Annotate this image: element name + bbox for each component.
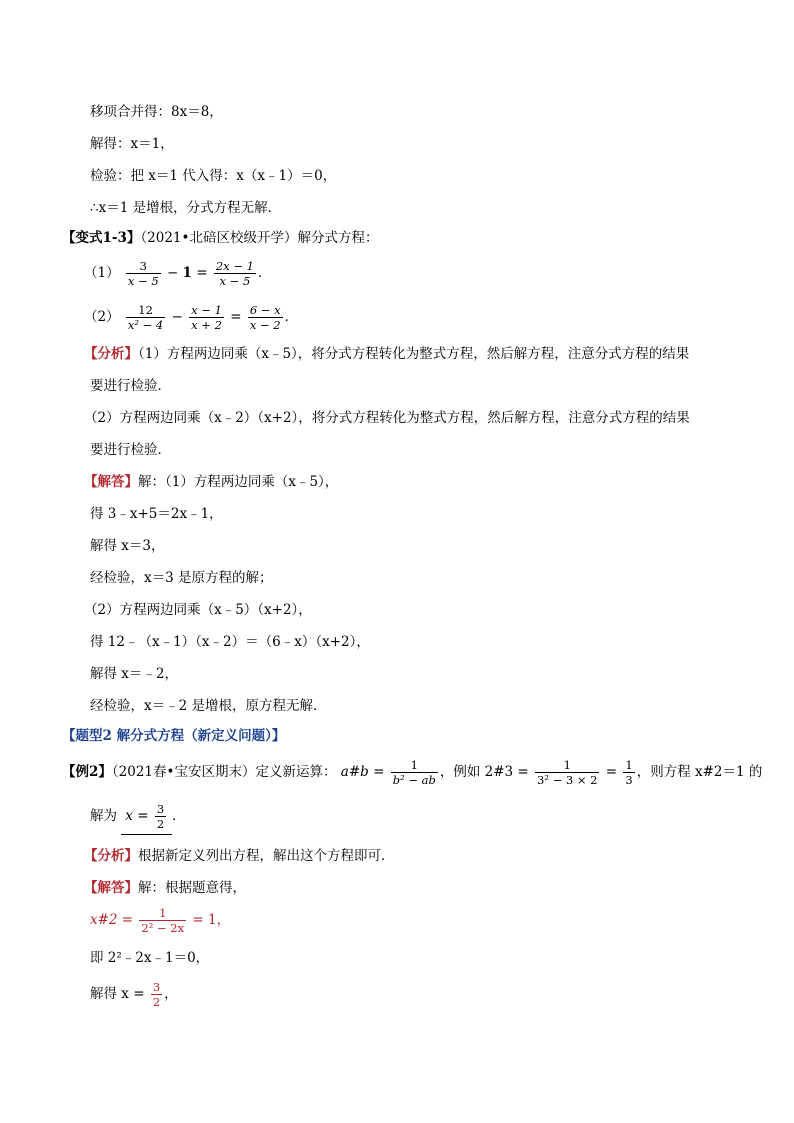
step-line: 解得：x＝1， [90, 136, 174, 152]
constant: 1 [182, 265, 192, 281]
fraction: $\frac{6 - x}{x - 2}$ [249, 303, 281, 332]
answer-line: 解得 x＝3， [90, 538, 165, 554]
operator: = [196, 265, 208, 281]
analysis-line: （2）方程两边同乘（x﹣2）（x+2），将分式方程转化为整式方程，然后解方程，注意分式方程的结果 [84, 410, 690, 426]
answer-line: 即 2²﹣2x﹣1＝0， [90, 950, 210, 966]
example-2-answer: 解为 x = $\frac{3}{2}$ ． [90, 798, 186, 835]
step-line: 检验：把 x＝1 代入得：x（x﹣1）＝0， [90, 168, 337, 184]
answer-line: x#2 = $\frac{1}{\text{2² − 2x}}$ = 1， [90, 906, 231, 935]
answer-line: 经检验，x＝3 是原方程的解； [90, 570, 273, 586]
answer-tag: 【解答】 [84, 474, 138, 490]
answer-line: 解得 x＝﹣2， [90, 666, 178, 682]
example-tag: 【例2】 [62, 764, 112, 780]
variant-header [62, 228, 378, 248]
operator: − [171, 309, 183, 325]
variant-tag: 【变式1-3】 [62, 230, 141, 246]
answer-line: 经检验，x＝﹣2 是增根，原方程无解． [90, 698, 327, 714]
equation-label: （1） [84, 265, 120, 281]
answer-line: 【解答】解：（1）方程两边同乘（x﹣5）， [84, 474, 339, 490]
operator: = [230, 309, 242, 325]
analysis-line: 要进行检验． [90, 378, 171, 394]
answer-line: 【解答】解：根据题意得， [84, 880, 246, 896]
fraction: $\frac{3}{x - 5}$ [127, 259, 159, 288]
fraction: $\frac{3}{2}$ [156, 802, 165, 831]
equation-1: （1） $\frac{3}{x - 5}$ − 1 = $\frac{2x - 1}{x - 5}$ ． [84, 259, 272, 288]
fraction: $\frac{1}{\text{2² − 2x}}$ [141, 906, 185, 935]
section-title: 【题型2 解分式方程（新定义问题）】 [62, 728, 286, 744]
analysis-tag: 【分析】 [84, 346, 138, 362]
fraction: $\frac{1}{\text{3² − 3 × 2}}$ [537, 758, 598, 787]
answer-line: 得 3﹣x+5＝2x﹣1， [90, 506, 223, 522]
fraction: $\frac{3}{2}$ [152, 980, 161, 1009]
example-2-question: 【例2】（2021春•宝安区期末）定义新运算： a#b = $\frac{1}{\text{b² − ab}}$ ，例如 2#3 = $\frac{1}{\text{3² − 3 × 2}}$ = $\frac{1}{3}$ ，则方程 x#2＝1 的 [62, 758, 763, 787]
equation-label: （2） [84, 309, 120, 325]
analysis-line: 要进行检验． [90, 442, 171, 458]
step-line: 移项合并得：8x＝8， [90, 104, 223, 120]
step-line: ∴x＝1 是增根，分式方程无解． [90, 200, 282, 216]
fraction: $\frac{x - 1}{x + 2}$ [191, 303, 222, 332]
answer-line: 得 12﹣（x﹣1）（x﹣2）＝（6﹣x）（x+2）， [90, 634, 370, 650]
analysis-line: 【分析】（1）方程两边同乘（x﹣5），将分式方程转化为整式方程，然后解方程，注意分式方程的结果 [84, 346, 690, 362]
fraction: $\frac{2x - 1}{x - 5}$ [215, 259, 254, 288]
fraction: $\frac{1}{\text{b² − ab}}$ [392, 758, 436, 787]
answer-line: 解得 x = $\frac{3}{2}$ ， [90, 980, 178, 1009]
answer-line: （2）方程两边同乘（x﹣5）（x+2）， [84, 602, 312, 618]
analysis-line: 【分析】根据新定义列出方程，解出这个方程即可． [84, 848, 395, 864]
operator: − [166, 265, 179, 281]
analysis-tag: 【分析】 [84, 848, 138, 864]
variant-source: （2021•北碚区校级开学）解分式方程： [140, 230, 379, 246]
equation-2: （2） $\frac{12}{\text{x² − 4}}$ − $\frac{x - 1}{x + 2}$ = $\frac{6 - x}{x - 2}$ ． [84, 303, 299, 332]
fraction: $\frac{12}{\text{x² − 4}}$ [127, 303, 164, 332]
fraction: $\frac{1}{3}$ [625, 758, 633, 787]
answer-blank: x = $\frac{3}{2}$ [121, 798, 172, 835]
answer-tag: 【解答】 [84, 880, 138, 896]
